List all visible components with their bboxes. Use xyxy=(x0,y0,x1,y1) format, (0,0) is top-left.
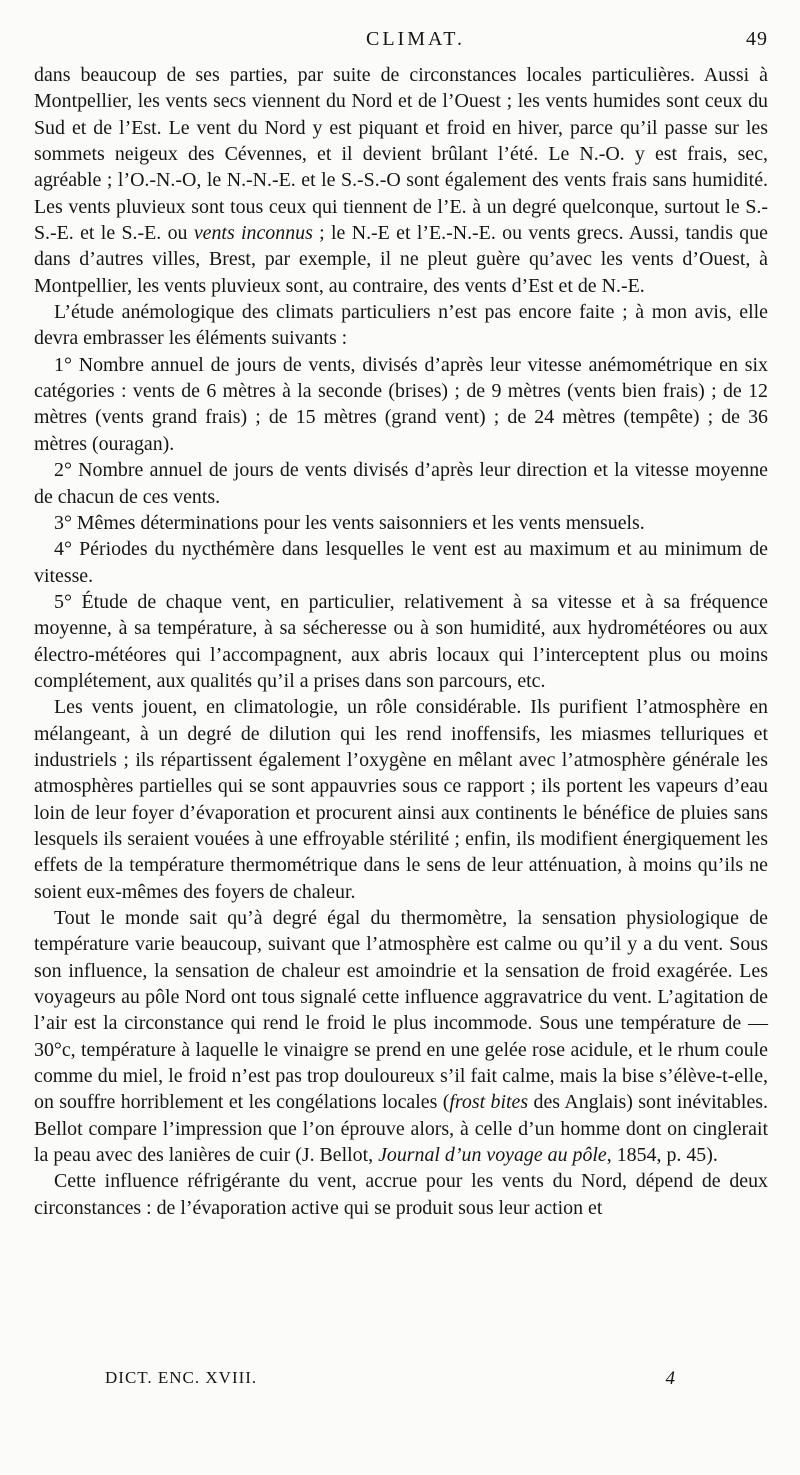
paragraph xyxy=(34,1168,768,1221)
text-run: 2° Nombre annuel de jours de vents divisés d’après leur direction et la vitesse moyenne de chacun de ces vents. xyxy=(34,459,768,508)
italic-text: vents inconnus xyxy=(193,222,313,245)
text-run: 1° Nombre annuel de jours de vents, divisés d’après leur vitesse anémométrique en six catégories : vents de 6 mètres à la seconde (brises) ; de 9 mètres (vents bien frais) ; de 12 mètres (vents grand frais) ; de 15 mètres (grand vent) ; de 24 mètres (tempête) ; de 36 mètres (ouragan). xyxy=(34,353,768,455)
text-run: dans beaucoup de ses parties, par suite de circonstances locales particulières. Aussi à Montpellier, les vents secs viennent du Nord et de l’Ouest ; les vents humides sont ceux du Sud et de l’Est. Le vent du Nord y est piquant et froid en hiver, parce qu’il passe sur les sommets neigeux des Cévennes, et il devient brûlant l’été. Le N.-O. y est frais, sec, agréable ; l’O.-N.-O, le N.-N.-E. et le S.-S.-O sont également des vents frais sans humidité. Les vents pluvieux sont tous ceux qui tiennent de l’E. à un degré quelconque, surtout le S.-S.-E. et le S.-E. ou xyxy=(34,64,768,245)
text-run: 3° Mêmes déterminations pour les vents saisonniers et les vents mensuels. xyxy=(54,511,645,534)
paragraph xyxy=(34,457,768,510)
paragraph xyxy=(34,589,768,694)
page-number: 49 xyxy=(746,28,768,50)
text-run: Tout le monde sait qu’à degré égal du thermomètre, la sensation physiologique de température varie beaucoup, suivant que l’atmosphère est calme ou qu’il y a du vent. Sous son influence, la sensation de chaleur est amoindrie et la sensation de froid exagérée. Les voyageurs au pôle Nord ont tous signalé cette influence aggravatrice du vent. L’agitation de l’air est la circonstance qui rend le froid le plus incommode. Sous une température de — 30°c, température à laquelle le vinaigre se prend en une gelée rose acidule, et le rhum coule comme du miel, le froid n’est pas trop douloureux s’il fait calme, mais la bise s’élève-t-elle, on souffre horriblement et les congélations locales ( xyxy=(34,907,768,1114)
text-run: 4° Périodes du nycthémère dans lesquelles le vent est au maximum et au minimum de vitesse. xyxy=(34,538,768,587)
paragraph xyxy=(34,536,768,589)
text-body xyxy=(34,62,768,1221)
text-run: ; le N.-E et l’E.-N.-E. ou vents grecs. Aussi, tandis que dans d’autres villes, Brest, par exemple, il ne pleut guère qu’avec les vents d’Ouest, à Montpellier, les vents pluvieux sont, au contraire, des vents d’Est et de N.-E. xyxy=(34,222,769,297)
running-header xyxy=(34,28,768,56)
sheet-number: 4 xyxy=(665,1368,675,1389)
paragraph xyxy=(34,352,768,457)
paragraph xyxy=(34,62,768,299)
text-run: L’étude anémologique des climats particuliers n’est pas encore faite ; à mon avis, elle devra embrasser les éléments suivants : xyxy=(34,301,768,350)
running-title: CLIMAT. xyxy=(366,28,465,50)
paragraph xyxy=(34,510,768,536)
text-run: Cette influence réfrigérante du vent, accrue pour les vents du Nord, dépend de deux circonstances : de l’évaporation active qui se produit sous leur action et xyxy=(34,1170,768,1219)
italic-text: Journal d’un voyage au pôle xyxy=(378,1144,607,1167)
text-run: des Anglais) sont inévitables. Bellot compare l’impression que l’on éprouve alors, à celle d’un homme dont on cinglerait la peau avec des lanières de cuir (J. Bellot, xyxy=(34,1091,769,1167)
text-run: , 1854, p. 45). xyxy=(606,1144,718,1167)
italic-text: frost bites xyxy=(449,1091,529,1114)
paragraph xyxy=(34,694,768,905)
text-run: Les vents jouent, en climatologie, un rôle considérable. Ils purifient l’atmosphère en mélangeant, à un degré de dilution qui les rend inoffensifs, les miasmes telluriques et industriels ; ils répartissent également l’oxygène en mêlant avec l’atmosphère générale les atmosphères partielles qui se sont appauvries sous ce rapport ; ils portent les vapeurs d’eau loin de leur foyer d’évaporation et procurent ainsi aux continents le bénéfice de pluies sans lesquels ils seraient vouées à une effroyable stérilité ; enfin, ils modifient énergiquement les effets de la température thermométrique dans le sens de leur atténuation, à moins qu’ils ne soient eux-mêmes des foyers de chaleur. xyxy=(34,696,768,903)
page-footer xyxy=(105,1368,675,1396)
paragraph xyxy=(34,299,768,352)
paragraph xyxy=(34,905,768,1168)
text-run: 5° Étude de chaque vent, en particulier, relativement à sa vitesse et à sa fréquence moyenne, à sa température, à sa sécheresse ou à son humidité, aux hydrométéores ou aux électro-météores qui l’accompagnent, aux abris locaux qui l’interceptent plus ou moins complétement, aux qualités qu’il a prises dans son parcours, etc. xyxy=(34,590,768,692)
signature-mark: DICT. ENC. XVIII. xyxy=(105,1368,258,1387)
